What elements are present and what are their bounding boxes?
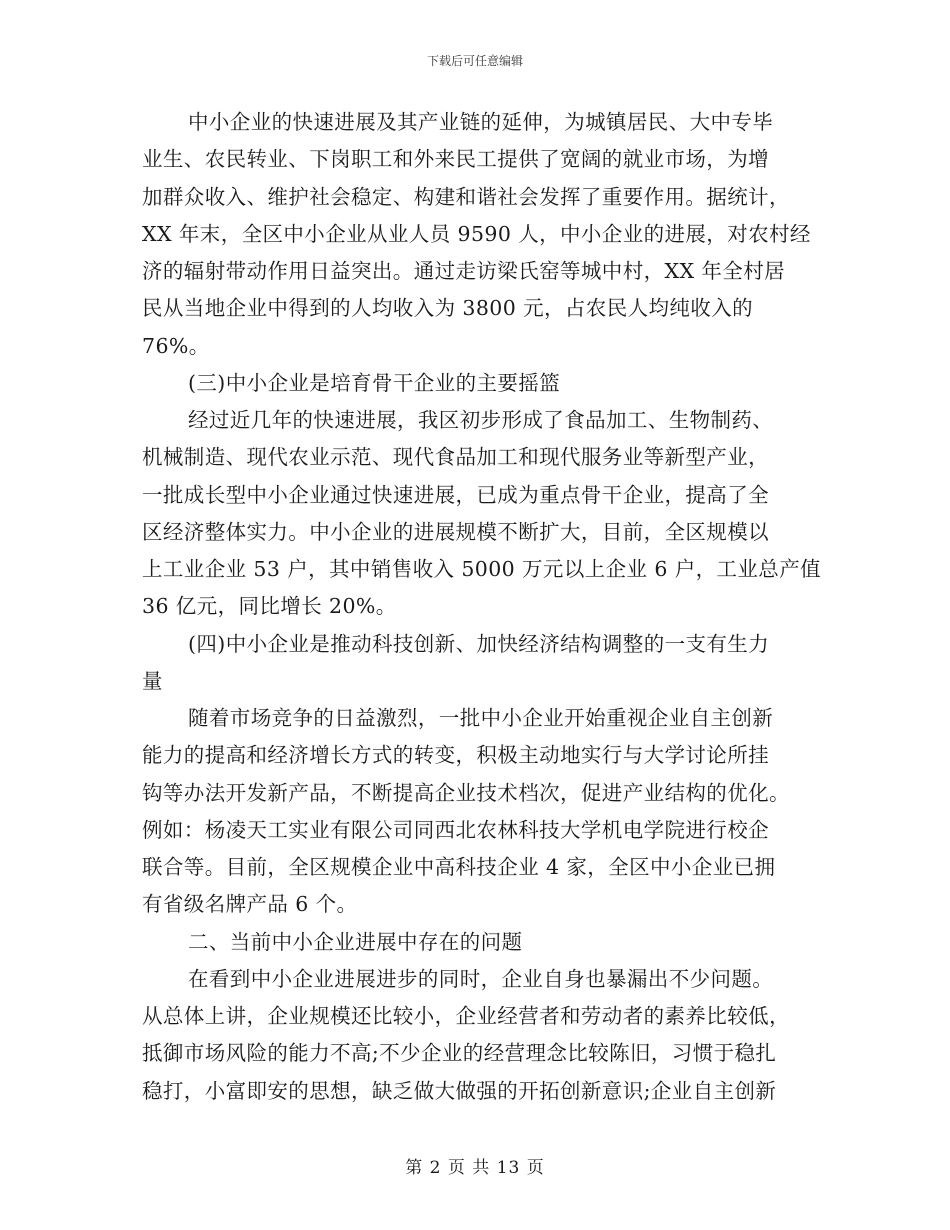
text-line: 在看到中小企业进展进步的同时，企业自身也暴漏出不少问题。 (188, 966, 774, 991)
text-line: 36 亿元，同比增长 20%。 (142, 594, 397, 619)
text-line: 业生、农民转业、下岗职工和外来民工提供了宽阔的就业市场，为增 (142, 147, 769, 172)
text-line: 济的辐射带动作用日益突出。通过走访梁氏窑等城中村，XX 年全村居 (142, 259, 786, 283)
text-line: 有省级名牌产品 6 个。 (142, 892, 358, 917)
text-line: 能力的提高和经济增长方式的转变，积极主动地实行与大学讨论所挂 (142, 743, 769, 768)
text-line: 加群众收入、维护社会稳定、构建和谐社会发挥了重要作用。据统计， (142, 184, 790, 209)
text-line: 抵御市场风险的能力不高;不少企业的经营理念比较陈旧，习惯于稳扎 (142, 1041, 777, 1066)
text-line: (三)中小企业是培育骨干企业的主要摇篮 (188, 370, 561, 395)
text-line: (四)中小企业是推动科技创新、加快经济结构调整的一支有生力 (188, 631, 770, 656)
page-header: 下载后可任意编辑 (426, 54, 523, 68)
text-line: 区经济整体实力。中小企业的进展规模不断扩大，目前，全区规模以 (142, 519, 769, 544)
text-line: 上工业企业 53 户，其中销售收入 5000 万元以上企业 6 户，工业总产值 (142, 557, 821, 581)
text-line: 76%。 (142, 333, 210, 358)
text-line: 民从当地企业中得到的人均收入为 3800 元，占农民人均纯收入的 (142, 296, 754, 321)
page-footer: 第 2 页 共 13 页 (405, 1158, 545, 1178)
text-line: 联合等。目前，全区规模企业中高科技企业 4 家，全区中小企业已拥 (142, 855, 776, 879)
document-body (142, 104, 821, 1110)
text-line: 例如：杨凌天工实业有限公司同西北农林科技大学机电学院进行校企 (142, 817, 769, 842)
text-line: 经过近几年的快速进展，我区初步形成了食品加工、生物制药、 (188, 408, 774, 432)
text-line: 中小企业的快速进展及其产业链的延伸，为城镇居民、大中专毕 (188, 110, 774, 134)
text-line: 二、当前中小企业进展中存在的问题 (188, 929, 523, 954)
text-line: 机械制造、现代农业示范、现代食品加工和现代服务业等新型产业， (142, 445, 769, 470)
text-line: 一批成长型中小企业通过快速进展，已成为重点骨干企业，提高了全 (142, 482, 769, 507)
text-line: XX 年末，全区中小企业从业人员 9590 人，中小企业的进展，对农村经 (142, 221, 811, 246)
text-line: 从总体上讲，企业规模还比较小，企业经营者和劳动者的素养比较低， (142, 1004, 790, 1028)
text-line: 随着市场竞争的日益激烈，一批中小企业开始重视企业自主创新 (188, 706, 774, 730)
text-line: 钩等办法开发新产品，不断提高企业技术档次，促进产业结构的优化。 (142, 780, 790, 805)
text-line: 稳打，小富即安的思想，缺乏做大做强的开拓创新意识;企业自主创新 (142, 1078, 777, 1103)
text-line: 量 (142, 668, 163, 693)
